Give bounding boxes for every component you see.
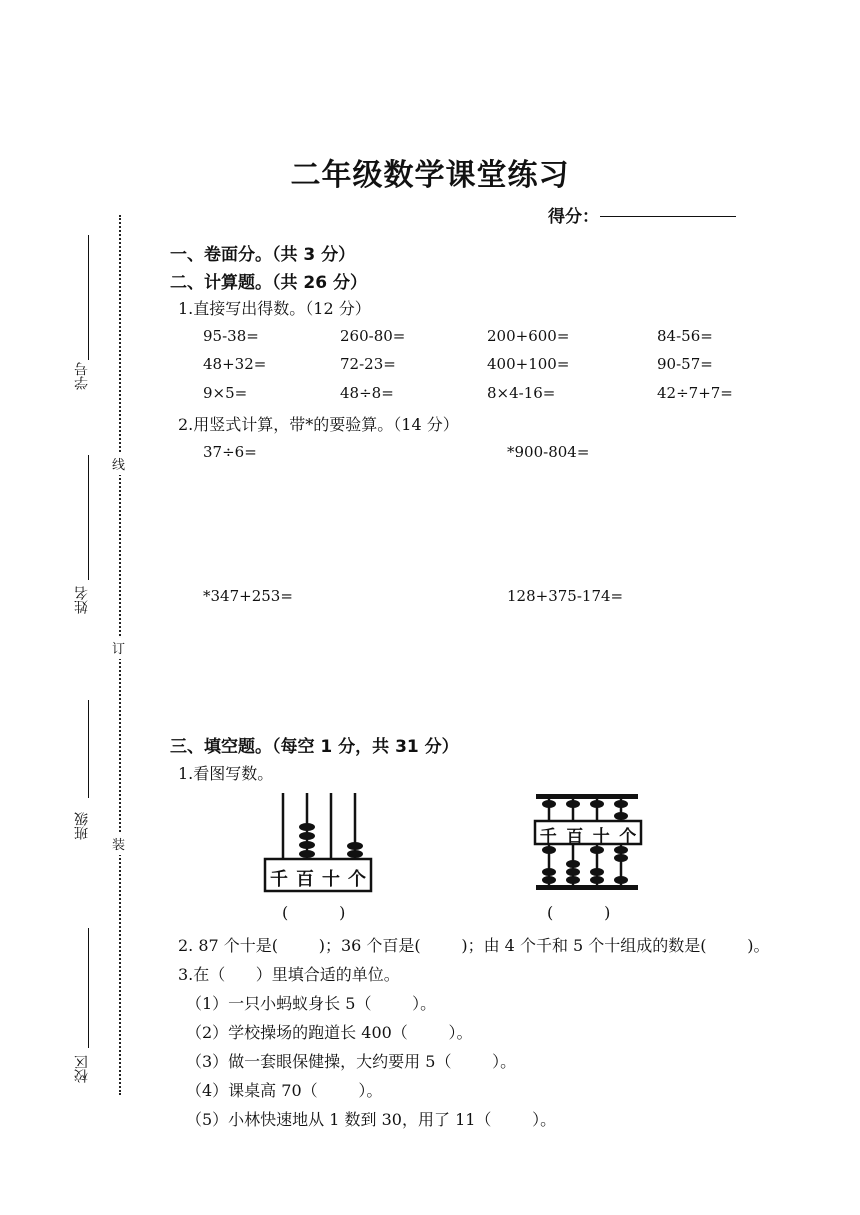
q3-3-item: （1）一只小蚂蚁身长 5（ ）。 <box>186 994 437 1013</box>
calc-cell: 95-38= <box>203 327 259 345</box>
q2-1-prompt: 1.直接写出得数。（12 分） <box>178 299 371 318</box>
calc-cell: 200+600= <box>487 327 570 345</box>
calc-cell: 48÷8= <box>340 384 394 402</box>
section1-heading: 一、卷面分。（共 3 分） <box>170 245 356 265</box>
calc-cell: 8×4-16= <box>487 384 556 402</box>
abacus2-label-tens: 十 <box>592 827 610 847</box>
q3-3-prompt: 3.在（ ）里填合适的单位。 <box>178 965 400 984</box>
campus-label: 校区 <box>74 1055 90 1083</box>
q3-3-item: （2）学校操场的跑道长 400（ ）。 <box>186 1023 473 1042</box>
abacus1-label-hundreds: 百 <box>296 869 314 890</box>
vertical-calc-item: 128+375-174= <box>507 587 624 605</box>
class-line[interactable] <box>88 700 89 798</box>
vertical-calc-item: 37÷6= <box>203 443 257 461</box>
q3-3-item: （3）做一套眼保健操，大约要用 5（ ）。 <box>186 1052 517 1071</box>
page-title: 二年级数学课堂练习 <box>290 158 570 193</box>
calc-cell: 42÷7+7= <box>657 384 733 402</box>
binding-mark-ding: 订 <box>112 636 125 659</box>
name-line[interactable] <box>88 455 89 580</box>
abacus1-answer-blank[interactable]: ( ) <box>282 903 346 922</box>
score-blank[interactable] <box>600 216 736 217</box>
q3-3-item: （5）小林快速地从 1 数到 30，用了 11（ ）。 <box>186 1110 557 1129</box>
q3-1-prompt: 1.看图写数。 <box>178 764 274 783</box>
calc-cell: 260-80= <box>340 327 406 345</box>
binding-mark-line: 线 <box>112 452 125 475</box>
vertical-calc-item: *900-804= <box>507 443 590 461</box>
calc-cell: 9×5= <box>203 384 248 402</box>
calc-cell: 72-23= <box>340 355 396 373</box>
q3-3-item: （4）课桌高 70（ ）。 <box>186 1081 383 1100</box>
calc-cell: 400+100= <box>487 355 570 373</box>
section3-heading: 三、填空题。（每空 1 分，共 31 分） <box>170 737 459 757</box>
vertical-calc-item: *347+253= <box>203 587 293 605</box>
score-label: 得分： <box>548 207 599 227</box>
q2-2-prompt: 2.用竖式计算，带*的要验算。（14 分） <box>178 415 459 434</box>
abacus2-answer-blank[interactable]: ( ) <box>547 903 611 922</box>
abacus2-label-ones: 个 <box>619 827 637 847</box>
q3-2-text: 2. 87 个十是( )；36 个百是( )；由 4 个千和 5 个十组成的数是( )。 <box>178 936 770 955</box>
abacus2-label-hundreds: 百 <box>566 827 584 847</box>
student-id-line[interactable] <box>88 235 89 360</box>
calc-cell: 90-57= <box>657 355 713 373</box>
calc-cell: 48+32= <box>203 355 267 373</box>
abacus1-label-ones: 个 <box>348 869 366 890</box>
class-label: 班级 <box>74 812 90 840</box>
abacus1-label-tens: 十 <box>322 869 340 890</box>
student-id-label: 学号 <box>74 362 90 390</box>
campus-line[interactable] <box>88 928 89 1048</box>
section2-heading: 二、计算题。（共 26 分） <box>170 273 367 293</box>
name-label: 姓名 <box>74 586 90 614</box>
abacus2-label-thousands: 千 <box>539 827 557 847</box>
binding-mark-zhuang: 装 <box>112 832 125 855</box>
calc-cell: 84-56= <box>657 327 713 345</box>
abacus1-label-thousands: 千 <box>270 869 288 890</box>
